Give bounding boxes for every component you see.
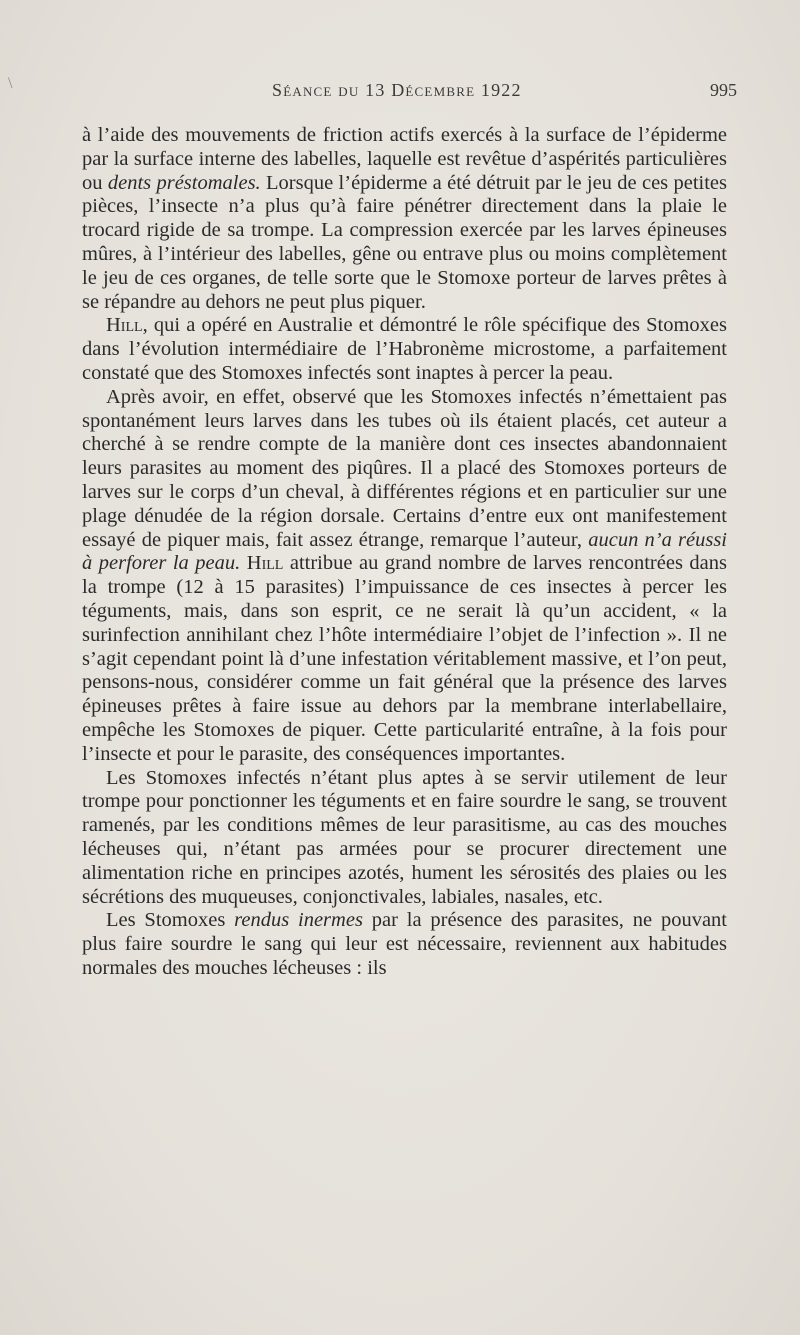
paragraph <box>82 314 727 385</box>
author-name: Hill <box>246 552 284 575</box>
paragraph <box>82 124 727 314</box>
paragraph <box>82 386 727 767</box>
italic-text: rendus inermes <box>234 909 363 932</box>
margin-mark-icon: \ <box>8 75 13 92</box>
text-segment: Les Stomoxes <box>106 909 235 932</box>
header-title: Séance du 13 Décembre 1922 <box>272 80 522 100</box>
text-segment: Après avoir, en effet, observé que les Stomoxes infectés n’émettaient pas spontanément leurs larves dans les tubes où ils étaient placés, cet auteur a cherché à se rendre compte de la manière dont ces insectes abandonnaient leurs parasites au moment des piqûres. Il a placé des Stomoxes porteurs de larves sur le corps d’un cheval, à différentes régions et en particulier sur une plage dénudée de la région dorsale. Certains d’entre eux ont manifestement essayé de piquer mais, fait assez étrange, remarque l’auteur, <box>82 385 727 551</box>
italic-text: dents préstomales. <box>107 171 261 194</box>
text-segment: Les Stomoxes infectés n’étant plus aptes à se servir utilement de leur trompe pour ponctionner les téguments et en faire sourdre le sang, se trouvent ramenés, par les conditions mêmes de leur parasitisme, au cas des mouches lécheuses qui, n’étant pas armées pour se procurer directement une alimentation riche en principes azotés, hument les sérosités des plaies ou les sécrétions des muqueuses, conjonctivales, labiales, nasales, etc. <box>82 766 727 908</box>
paragraph <box>82 909 727 980</box>
body-text <box>82 124 727 981</box>
text-segment: à l’aide des mouvements de friction actifs exercés à la surface de l’épiderme par la surface interne des labelles, laquelle est revêtue d’aspérités particulières ou <box>82 124 727 194</box>
paragraph <box>82 767 727 910</box>
page-number: 995 <box>710 80 737 100</box>
text-segment: attribue au grand nombre de larves rencontrées dans la trompe (12 à 15 parasites) l’impuissance de ces insectes à percer les téguments, mais, dans son esprit, ce ne serait là qu’un accident, « la surinfection annihilant chez l’hôte intermédiaire l’objet de l’infection ». Il ne s’agit cependant point là d’une infestation véritablement massive, et l’on peut, pensons-nous, considérer comme un fait général que la présence des larves épineuses prêtes à faire issue au dehors par la membrane interlabellaire, empêche les Stomoxes de piquer. Cette particularité entraîne, à la fois pour l’insecte et pour le parasite, des conséquences importantes. <box>82 552 728 765</box>
text-segment: par la présence des parasites, ne pouvant plus faire sourdre le sang qui leur est nécessaire, reviennent aux habitudes normales des mouches lécheuses : ils <box>82 909 727 979</box>
text-segment: Lorsque l’épiderme a été détruit par le jeu de ces petites pièces, l’insecte n’a plus qu’à faire pénétrer directement dans la plaie le trocard rigide de sa trompe. La compression exercée par les larves épineuses mûres, à l’intérieur des labelles, gêne ou entrave plus ou moins complètement le jeu de ces organes, de telle sorte que le Stomoxe porteur de larves prêtes à se répandre au dehors ne peut plus piquer. <box>82 171 727 313</box>
italic-text: aucun n’a réussi à perforer la peau. <box>82 528 727 575</box>
text-segment: , qui a opéré en Australie et démontré le rôle spécifique des Stomoxes dans l’évolution intermédiaire de l’Habronème microstome, a parfaitement constaté que des Stomoxes infectés sont inaptes à percer la peau. <box>82 314 727 384</box>
running-header <box>82 80 737 106</box>
author-name: Hill <box>106 314 143 337</box>
